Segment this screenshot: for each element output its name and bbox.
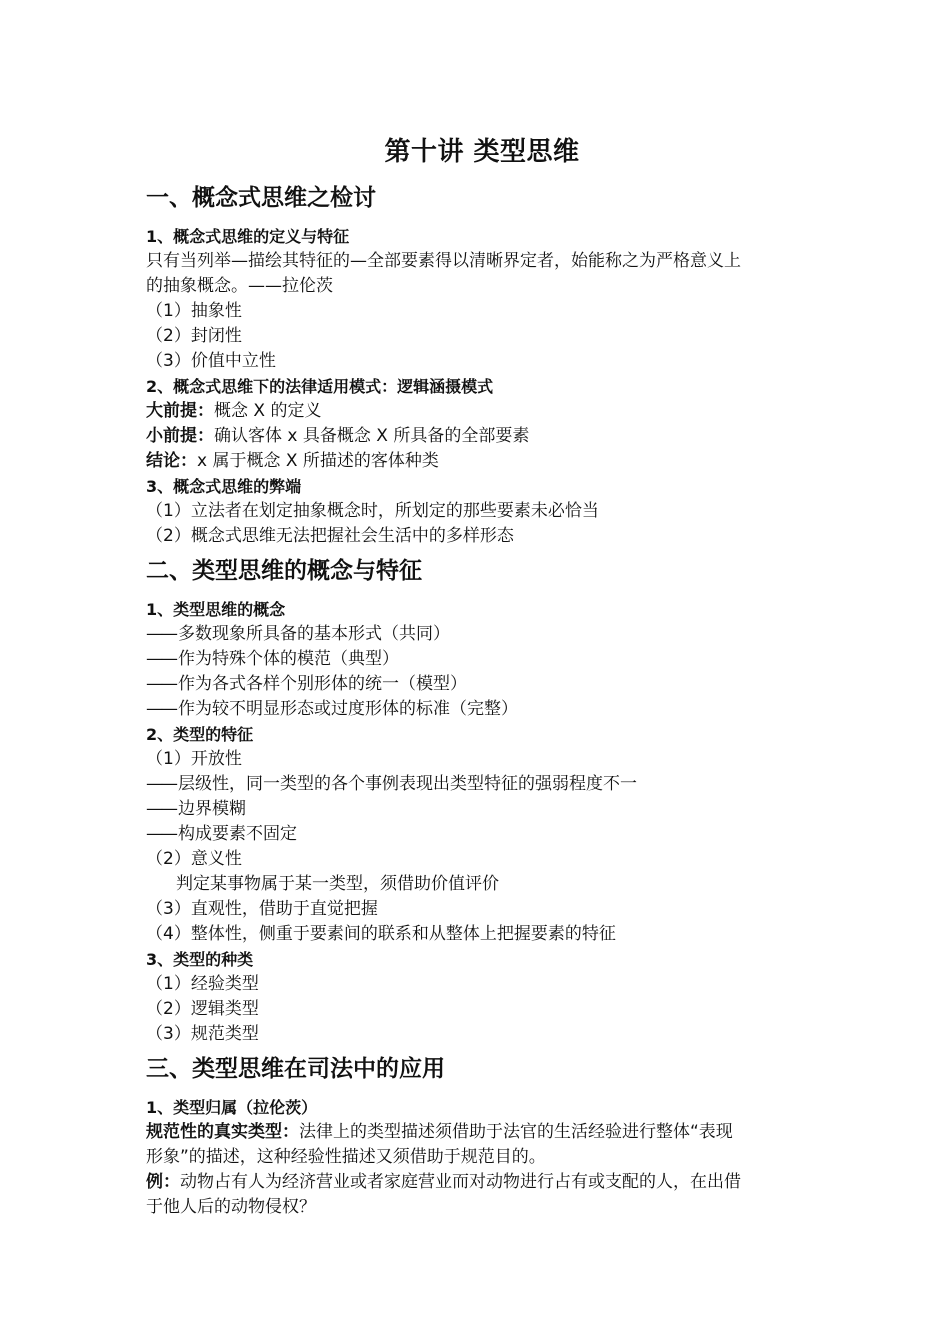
list-item: （2）概念式思维无法把握社会生活中的多样形态 [146, 526, 514, 546]
dash-mark: —— [146, 699, 176, 719]
quote-line-1: 只有当列举—描绘其特征的—全部要素得以清晰界定者，始能称之为严格意义上 [146, 251, 741, 271]
list-item [146, 822, 818, 847]
list-item [146, 622, 818, 647]
section-1-heading: 一、概念式思维之检讨 [146, 185, 376, 211]
dash-mark: —— [146, 774, 176, 794]
conclusion [146, 449, 818, 474]
list-item: （3）价值中立性 [146, 351, 276, 371]
example-line-1 [146, 1170, 818, 1195]
example-label: 例： [146, 1172, 180, 1192]
normative-type-line-2: 形象”的描述，这种经验性描述又须借助于规范目的。 [146, 1147, 546, 1167]
example-line-2: 于他人后的动物侵权？ [146, 1197, 316, 1217]
feature-4: （4）整体性，侧重于要素间的联系和从整体上把握要素的特征 [146, 924, 616, 944]
feature-2: （2）意义性 [146, 849, 242, 869]
list-item: （2）逻辑类型 [146, 999, 259, 1019]
dash-mark: —— [146, 799, 176, 819]
dash-mark: —— [146, 649, 176, 669]
example-text: 动物占有人为经济营业或者家庭营业而对动物进行占有或支配的人，在出借 [180, 1172, 741, 1192]
list-item: （1）经验类型 [146, 974, 259, 994]
list-item [146, 672, 818, 697]
normative-type-text: 法律上的类型描述须借助于法官的生活经验进行整体“表现 [299, 1122, 733, 1142]
section-3-sub1: 1、类型归属（拉伦茨） [146, 1098, 318, 1117]
list-item: （2）封闭性 [146, 326, 242, 346]
major-premise-text: 概念 X 的定义 [214, 401, 322, 421]
page-title: 第十讲 类型思维 [384, 137, 580, 167]
dash-mark: —— [146, 674, 176, 694]
list-item-text: 作为各式各样个别形体的统一（模型） [178, 674, 467, 694]
feature-3: （3）直观性，借助于直觉把握 [146, 899, 378, 919]
list-item-text: 作为较不明显形态或过度形体的标准（完整） [178, 699, 518, 719]
conclusion-text: x 属于概念 X 所描述的客体种类 [197, 451, 439, 471]
list-item [146, 772, 818, 797]
list-item-text: 层级性，同一类型的各个事例表现出类型特征的强弱程度不一 [178, 774, 637, 794]
list-item [146, 697, 818, 722]
list-item-text: 构成要素不固定 [178, 824, 297, 844]
conclusion-label: 结论： [146, 451, 197, 471]
quote-line-2: 的抽象概念。——拉伦茨 [146, 276, 333, 296]
list-item-text: 边界模糊 [178, 799, 246, 819]
minor-premise [146, 424, 818, 449]
list-item [146, 647, 818, 672]
list-item: （3）规范类型 [146, 1024, 259, 1044]
section-1-sub2: 2、概念式思维下的法律适用模式：逻辑涵摄模式 [146, 377, 494, 396]
normative-type-line-1 [146, 1120, 818, 1145]
list-item: （1）抽象性 [146, 301, 242, 321]
section-3-heading: 三、类型思维在司法中的应用 [146, 1056, 445, 1082]
major-premise [146, 399, 818, 424]
list-item [146, 797, 818, 822]
major-premise-label: 大前提： [146, 401, 214, 421]
normative-type-label: 规范性的真实类型： [146, 1122, 299, 1142]
section-1-sub1: 1、概念式思维的定义与特征 [146, 227, 350, 246]
dash-mark: —— [146, 624, 176, 644]
section-2-sub3: 3、类型的种类 [146, 950, 254, 969]
minor-premise-text: 确认客体 x 具备概念 X 所具备的全部要素 [214, 426, 530, 446]
section-1-sub3: 3、概念式思维的弊端 [146, 477, 302, 496]
dash-mark: —— [146, 824, 176, 844]
list-item-text: 多数现象所具备的基本形式（共同） [178, 624, 450, 644]
document-page [146, 128, 818, 1220]
minor-premise-label: 小前提： [146, 426, 214, 446]
section-2-sub2: 2、类型的特征 [146, 725, 254, 744]
list-item-text: 作为特殊个体的模范（典型） [178, 649, 399, 669]
feature-2-text: 判定某事物属于某一类型，须借助价值评价 [176, 874, 499, 894]
section-2-sub1: 1、类型思维的概念 [146, 600, 286, 619]
list-item: （1）立法者在划定抽象概念时，所划定的那些要素未必恰当 [146, 501, 599, 521]
section-2-heading: 二、类型思维的概念与特征 [146, 558, 422, 584]
feature-1: （1）开放性 [146, 749, 242, 769]
